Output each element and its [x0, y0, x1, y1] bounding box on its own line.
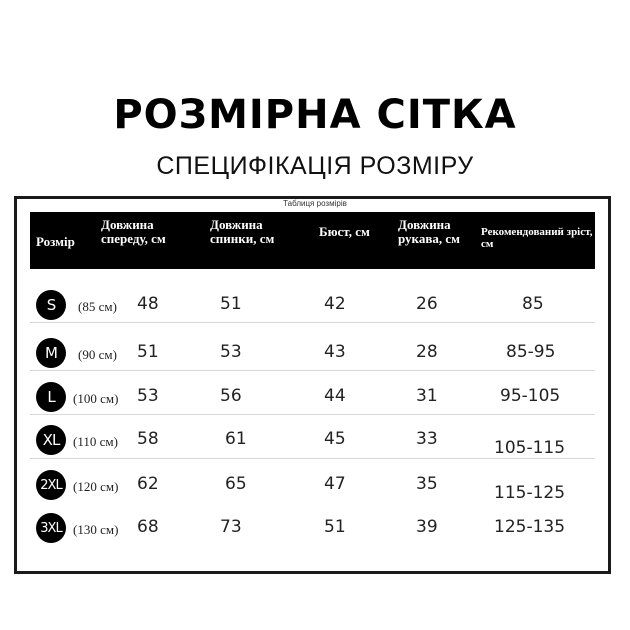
height-value: 85-95 [506, 342, 556, 362]
sleeve-length-value: 28 [416, 342, 438, 362]
size-badge: 2XL [36, 470, 66, 500]
header-sleeve-length: Довжина рукава, см [398, 217, 460, 246]
front-length-value: 51 [137, 342, 159, 362]
size-badge: 3XL [36, 513, 66, 543]
sleeve-length-value: 33 [416, 429, 438, 449]
height-value: 115-125 [494, 483, 566, 503]
table-caption-wrap [0, 191, 630, 210]
page-title: РОЗМІРНА СІТКА [113, 92, 517, 138]
row-divider [30, 370, 595, 371]
bust-value: 45 [324, 429, 346, 449]
sleeve-length-value: 35 [416, 474, 438, 494]
sleeve-length-value: 26 [416, 294, 438, 314]
header-back-length: Довжина спинки, см [210, 217, 275, 246]
back-length-value: 51 [220, 294, 242, 314]
header-front-length: Довжина спереду, см [101, 217, 166, 246]
row-divider [30, 322, 595, 323]
table-row [30, 333, 595, 373]
header-bust: Бюст, см [319, 224, 370, 239]
back-length-value: 53 [220, 342, 242, 362]
front-length-value: 62 [137, 474, 159, 494]
row-divider [30, 414, 595, 415]
chest-value: (85 см) [78, 299, 117, 314]
page-subtitle: СПЕЦИФІКАЦІЯ РОЗМІРУ [156, 152, 474, 180]
size-badge: M [36, 338, 66, 368]
table-header [30, 212, 595, 269]
table-row [30, 377, 595, 417]
chest-value: (100 см) [73, 391, 119, 406]
table-row [30, 285, 595, 325]
front-length-value: 48 [137, 294, 159, 314]
back-length-value: 73 [220, 517, 242, 537]
bust-value: 43 [324, 342, 346, 362]
front-length-value: 58 [137, 429, 159, 449]
bust-value: 44 [324, 386, 346, 406]
height-value: 95-105 [500, 386, 561, 406]
height-value: 105-115 [494, 438, 566, 458]
front-length-value: 68 [137, 517, 159, 537]
height-value: 125-135 [494, 517, 566, 537]
sleeve-length-value: 31 [416, 386, 438, 406]
back-length-value: 56 [220, 386, 242, 406]
table-caption: Таблиця розмірів [277, 199, 353, 208]
chest-value: (120 см) [73, 479, 119, 494]
table-row [30, 465, 595, 505]
chest-value: (130 см) [73, 522, 119, 537]
header-recommended-height: Рекомендований зріст, см [481, 226, 593, 250]
back-length-value: 61 [225, 429, 247, 449]
bust-value: 42 [324, 294, 346, 314]
back-length-value: 65 [225, 474, 247, 494]
size-badge: XL [36, 425, 66, 455]
row-divider [30, 458, 595, 459]
sleeve-length-value: 39 [416, 517, 438, 537]
header-size: Розмір [36, 234, 75, 249]
table-row [30, 420, 595, 460]
size-badge: L [36, 382, 66, 412]
front-length-value: 53 [137, 386, 159, 406]
size-badge: S [36, 290, 66, 320]
height-value: 85 [522, 294, 544, 314]
bust-value: 51 [324, 517, 346, 537]
bust-value: 47 [324, 474, 346, 494]
chest-value: (110 см) [73, 434, 118, 449]
chest-value: (90 см) [78, 347, 117, 362]
table-row [30, 508, 595, 548]
